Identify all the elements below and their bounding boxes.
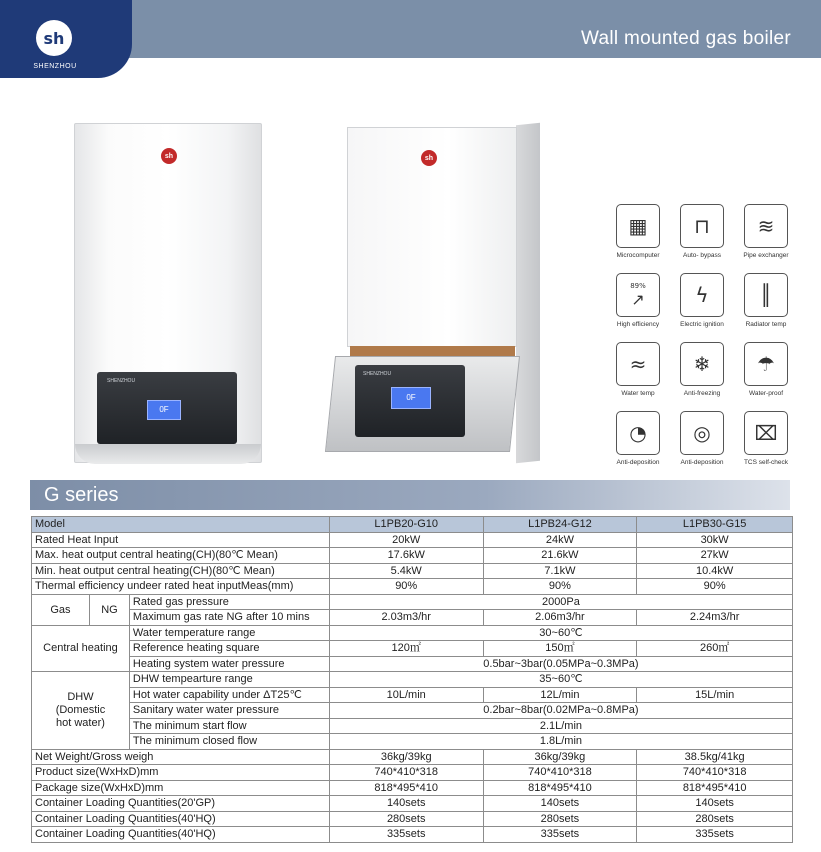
- table-row: Container Loading Quantities(40'HQ) 335sets 335sets 335sets: [32, 827, 793, 843]
- efficiency-icon: 89% ↗: [616, 273, 660, 317]
- panel-brand: SHENZHOU: [363, 371, 392, 377]
- table-row: Rated Heat Input 20kW 24kW 30kW: [32, 532, 793, 548]
- table-row: Sanitary water water pressure 0.2bar~8bar(0.02MPa~0.8MPa): [32, 703, 793, 719]
- table-row: The minimum start flow 2.1L/min: [32, 718, 793, 734]
- feature-item: ☂ Water-proof: [736, 342, 796, 397]
- anti-deposition-icon: ◔: [616, 411, 660, 455]
- feature-item: ❄ Anti-freezing: [672, 342, 732, 397]
- boiler-open-image: [347, 127, 517, 347]
- brand-badge-icon: sh: [161, 148, 177, 164]
- feature-item: 89% ↗ High efficiency: [608, 273, 668, 328]
- table-row: Max. heat output central heating(CH)(80℃ Mean) 17.6kW 21.6kW 27kW: [32, 548, 793, 564]
- chip-icon: ▦: [616, 204, 660, 248]
- feature-item: ≋ Pipe exchanger: [736, 204, 796, 259]
- radiator-icon: ║: [744, 273, 788, 317]
- table-header-row: Model L1PB20-G10 L1PB24-G12 L1PB30-G15: [32, 517, 793, 533]
- feature-item: ◎ Anti-deposition: [672, 411, 732, 466]
- feature-item: ⌧ TCS self-check: [736, 411, 796, 466]
- snowflake-icon: ❄: [680, 342, 724, 386]
- table-row: Net Weight/Gross weigh 36kg/39kg 36kg/39kg 38.5kg/41kg: [32, 749, 793, 765]
- brand-badge-icon: sh: [421, 150, 437, 166]
- table-row: Thermal efficiency undeer rated heat inputMeas(mm) 90% 90% 90%: [32, 579, 793, 595]
- table-row: Maximum gas rate NG after 10 mins 2.03m3/hr 2.06m3/hr 2.24m3/hr: [32, 610, 793, 626]
- logo-mark-icon: sh: [36, 20, 72, 56]
- lcd-screen: 0F: [391, 387, 431, 409]
- bypass-icon: ⊓: [680, 204, 724, 248]
- ignition-icon: ϟ: [680, 273, 724, 317]
- table-row: Heating system water pressure 0.5bar~3bar(0.05MPa~0.3MPa): [32, 656, 793, 672]
- table-row: Min. heat output central heating(CH)(80℃ Mean) 5.4kW 7.1kW 10.4kW: [32, 563, 793, 579]
- feature-item: ◔ Anti-deposition: [608, 411, 668, 466]
- pipe-exchanger-icon: ≋: [744, 204, 788, 248]
- gauge-icon: ◎: [680, 411, 724, 455]
- logo: [0, 0, 132, 78]
- lcd-screen: 0F: [147, 400, 181, 420]
- series-banner: [30, 480, 790, 510]
- control-panel-open: [355, 365, 465, 437]
- table-row: Gas NG Rated gas pressure 2000Pa: [32, 594, 793, 610]
- table-row: Hot water capability under ΔT25℃ 10L/min 12L/min 15L/min: [32, 687, 793, 703]
- feature-grid: [608, 200, 798, 470]
- table-row: Package size(WxHxD)mm 818*495*410 818*495*410 818*495*410: [32, 780, 793, 796]
- table-row: Reference heating square 120㎡ 150㎡ 260㎡: [32, 641, 793, 657]
- feature-item: ▦ Microcomputer: [608, 204, 668, 259]
- feature-item: ≈ Water temp: [608, 342, 668, 397]
- table-row: Container Loading Quantities(20'GP) 140sets 140sets 140sets: [32, 796, 793, 812]
- table-row: Product size(WxHxD)mm 740*410*318 740*410*318 740*410*318: [32, 765, 793, 781]
- table-row: Container Loading Quantities(40'HQ) 280sets 280sets 280sets: [32, 811, 793, 827]
- feature-item: ║ Radiator temp: [736, 273, 796, 328]
- panel-brand: SHENZHOU: [107, 378, 136, 384]
- logo-brand-text: SHENZHOU: [33, 63, 77, 70]
- table-row: Central heating Water temperature range 30~60℃: [32, 625, 793, 641]
- boiler-side-panel: [516, 123, 540, 464]
- table-row: DHW (Domestic hot water) DHW tempearture range 35~60℃: [32, 672, 793, 688]
- group-ng: NG: [89, 594, 129, 625]
- waterproof-icon: ☂: [744, 342, 788, 386]
- page-title: Wall mounted gas boiler: [580, 28, 791, 49]
- table-row: The minimum closed flow 1.8L/min: [32, 734, 793, 750]
- control-panel: [97, 372, 237, 444]
- boiler-base: [75, 444, 261, 464]
- boiler-front-image: [74, 123, 262, 463]
- feature-item: ⊓ Auto- bypass: [672, 204, 732, 259]
- group-central-heating: Central heating: [32, 625, 130, 672]
- series-title: G series: [44, 484, 119, 506]
- group-gas: Gas: [32, 594, 90, 625]
- feature-item: ϟ Electric ignition: [672, 273, 732, 328]
- water-temp-icon: ≈: [616, 342, 660, 386]
- group-dhw: DHW (Domestic hot water): [32, 672, 130, 750]
- self-check-icon: ⌧: [744, 411, 788, 455]
- spec-table: [31, 516, 793, 843]
